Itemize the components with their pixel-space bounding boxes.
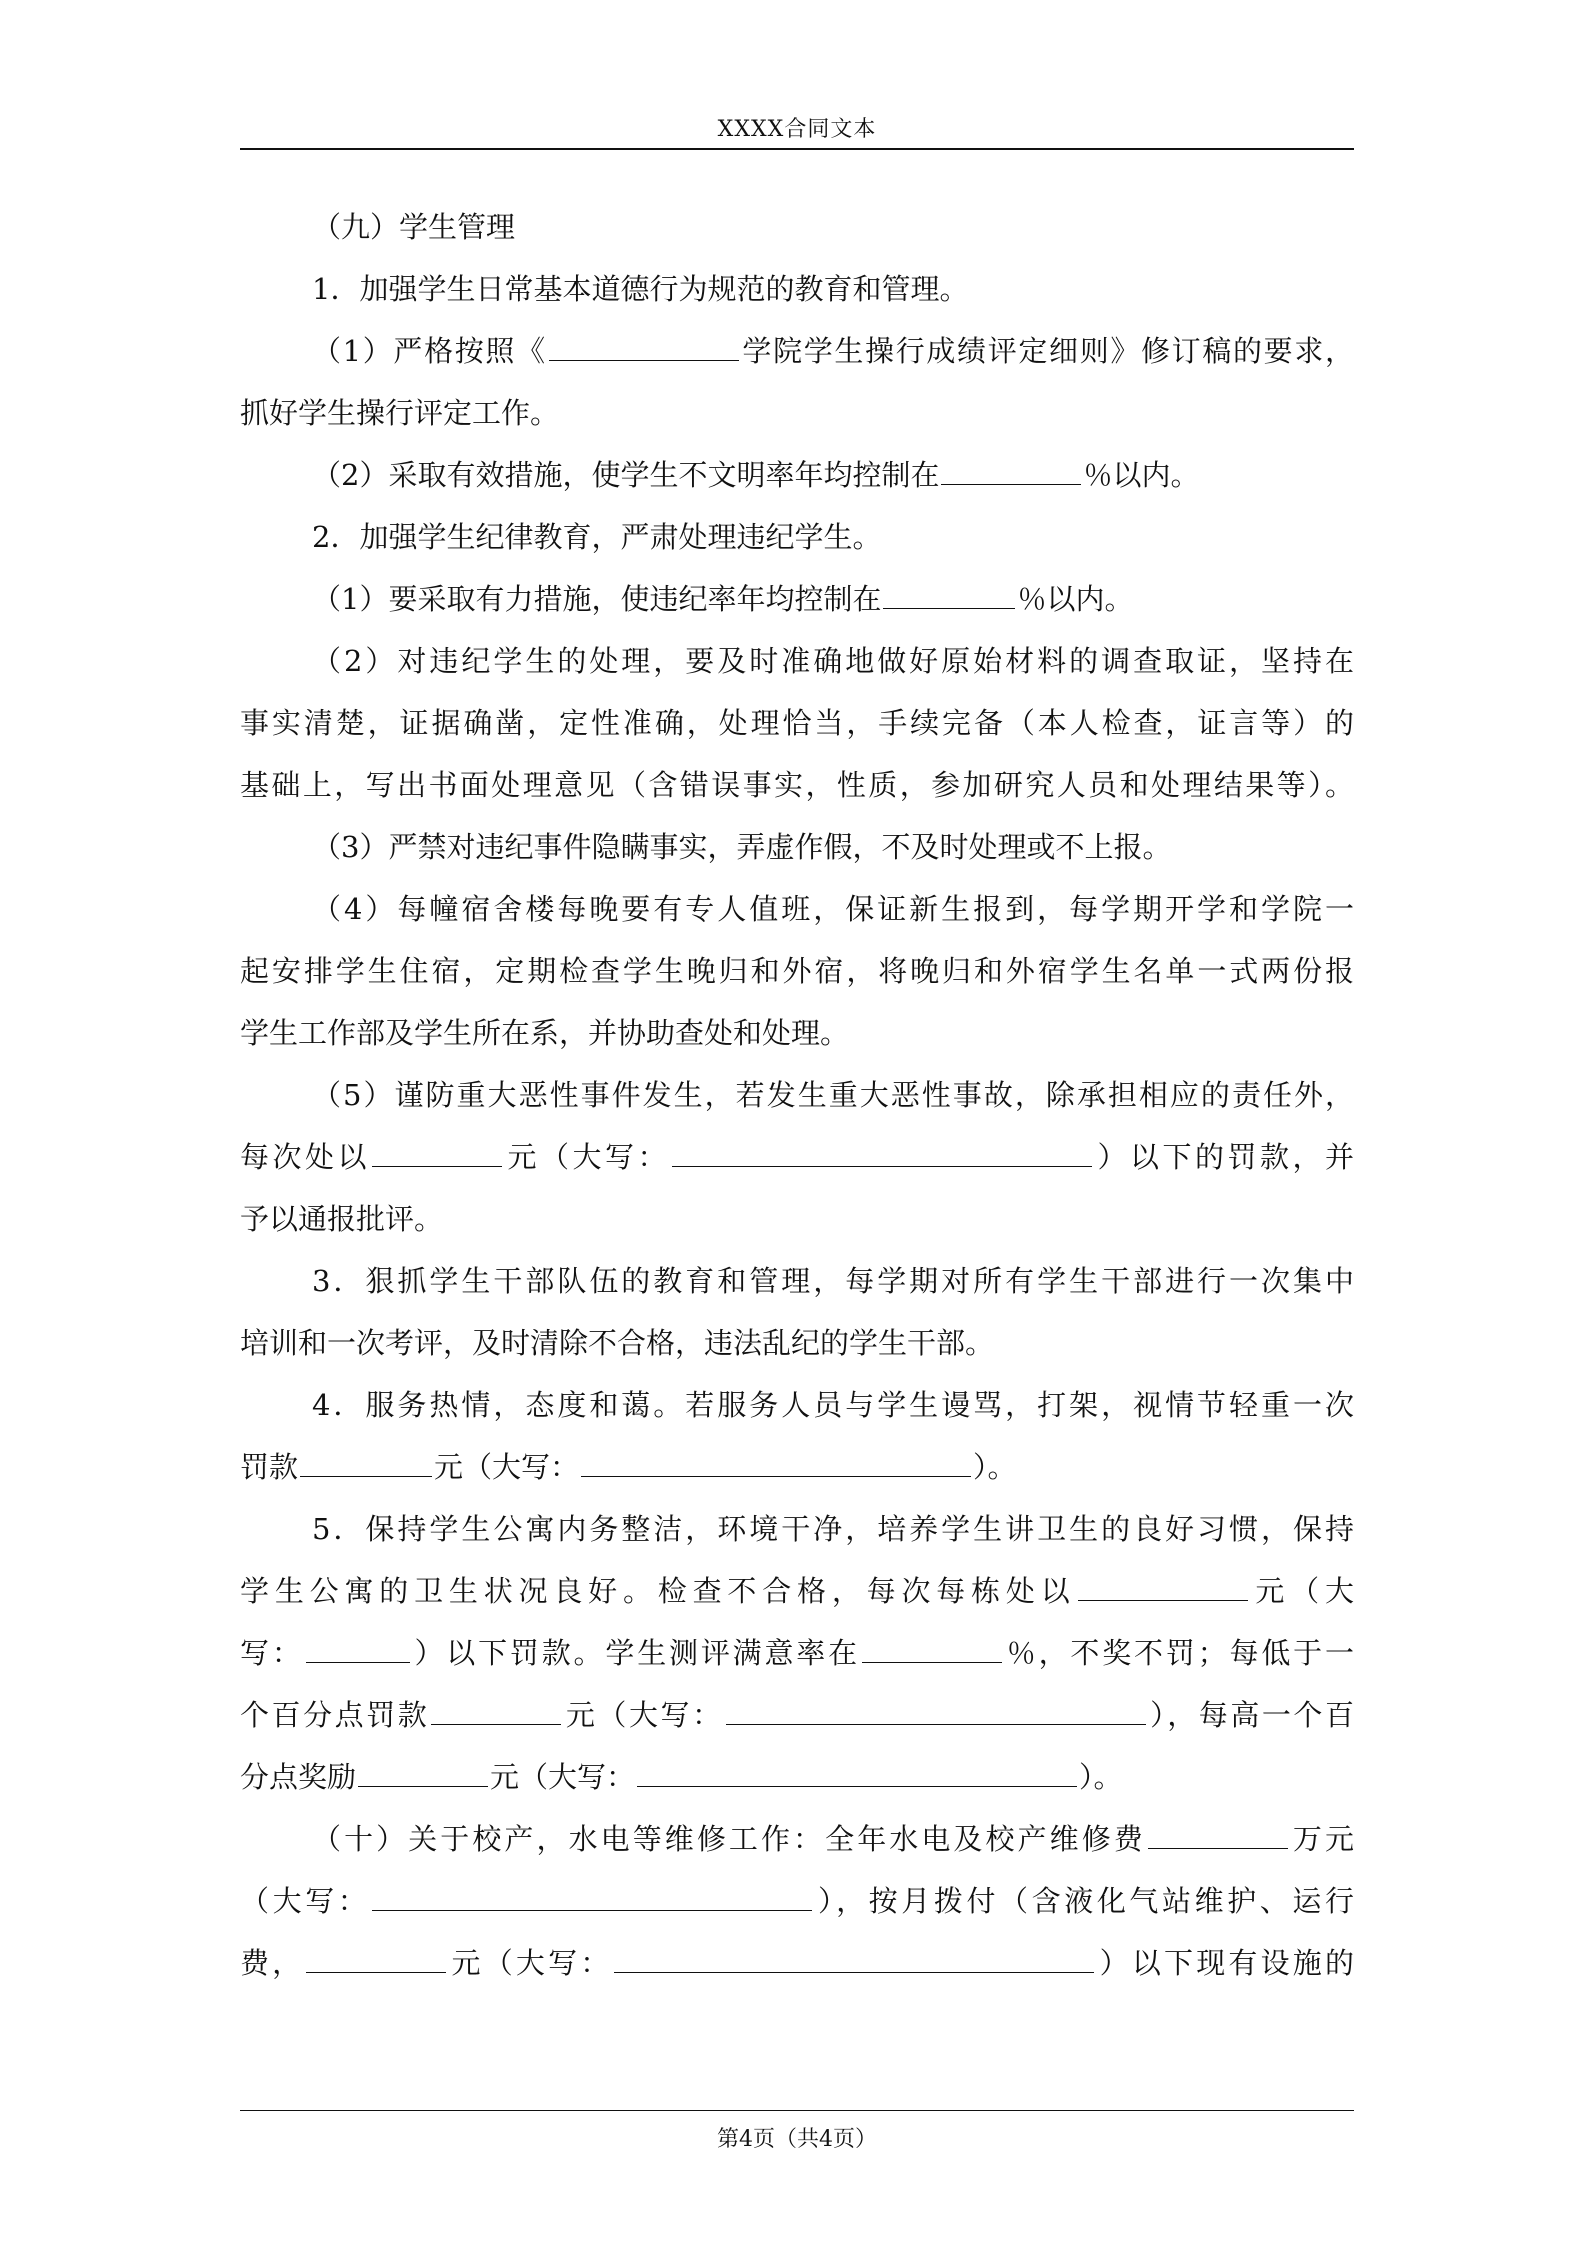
fill-blank — [581, 1440, 971, 1477]
paragraph-line: 事实清楚，证据确凿，定性准确，处理恰当，手续完备（本人检查，证言等）的 — [240, 706, 1354, 740]
paragraph-line: 起安排学生住宿，定期检查学生晚归和外宿，将晚归和外宿学生名单一式两份报 — [240, 954, 1354, 988]
fill-blank — [549, 324, 739, 361]
paragraph-line: 5．保持学生公寓内务整洁，环境干净，培养学生讲卫生的良好习惯，保持 — [312, 1512, 1354, 1546]
paragraph-line: 基础上，写出书面处理意见（含错误事实，性质，参加研究人员和处理结果等）。 — [240, 768, 1354, 802]
paragraph-line: 予以通报批评。 — [240, 1202, 444, 1236]
fill-blank — [431, 1688, 561, 1725]
footer-divider — [240, 2110, 1354, 2111]
paragraph-line: 写： ）以下罚款。学生测评满意率在 ％，不奖不罚；每低于一 — [240, 1622, 1354, 1684]
paragraph-line: （1）严格按照《 学院学生操行成绩评定细则》修订稿的要求， — [240, 320, 1354, 382]
paragraph-line: 分点奖励 元（大写： ）。 — [240, 1746, 1354, 1808]
paragraph-line: （2）采取有效措施，使学生不文明率年均控制在 ％以内。 — [240, 444, 1354, 506]
paragraph-line: 学生工作部及学生所在系，并协助查处和处理。 — [240, 1016, 850, 1050]
paragraph-line: 每次处以 元（大写： ）以下的罚款，并 — [240, 1126, 1354, 1188]
fill-blank — [672, 1130, 1092, 1167]
paragraph-line: （1）要采取有力措施，使违纪率年均控制在 ％以内。 — [240, 568, 1354, 630]
paragraph-line: 抓好学生操行评定工作。 — [240, 396, 560, 430]
paragraph-line: 学生公寓的卫生状况良好。检查不合格，每次每栋处以 元（大 — [240, 1560, 1354, 1622]
paragraph-line: 费， 元（大写： ）以下现有设施的 — [240, 1932, 1354, 1994]
header-divider — [240, 148, 1354, 150]
paragraph-line: （大写： ），按月拨付（含液化气站维护、运行 — [240, 1870, 1354, 1932]
paragraph-line: 2．加强学生纪律教育，严肃处理违纪学生。 — [312, 520, 882, 554]
page-number: 第4页（共4页） — [717, 2127, 877, 2152]
fill-blank — [637, 1750, 1077, 1787]
fill-blank — [614, 1936, 1094, 1973]
paragraph-line: 罚款 元（大写： ）。 — [240, 1436, 1354, 1498]
fill-blank — [358, 1750, 488, 1787]
fill-blank — [883, 572, 1015, 609]
fill-blank — [862, 1626, 1002, 1663]
paragraph-line: （4）每幢宿舍楼每晚要有专人值班，保证新生报到，每学期开学和学院一 — [312, 892, 1354, 926]
section-heading: （十）关于校产，水电等维修工作：全年水电及校产维修费 万元 — [240, 1808, 1354, 1870]
fill-blank — [726, 1688, 1146, 1725]
fill-blank — [306, 1626, 410, 1663]
paragraph-line: 个百分点罚款 元（大写： ），每高一个百 — [240, 1684, 1354, 1746]
document-body — [240, 196, 1354, 1994]
section-heading: （九）学生管理 — [312, 210, 516, 244]
paragraph-line: （2）对违纪学生的处理，要及时准确地做好原始材料的调查取证，坚持在 — [312, 644, 1354, 678]
fill-blank — [1148, 1812, 1288, 1849]
fill-blank — [372, 1130, 502, 1167]
paragraph-line: 3．狠抓学生干部队伍的教育和管理，每学期对所有学生干部进行一次集中 — [312, 1264, 1354, 1298]
paragraph-line: 4．服务热情，态度和蔼。若服务人员与学生谩骂，打架，视情节轻重一次 — [312, 1388, 1354, 1422]
paragraph-line: （5）谨防重大恶性事件发生，若发生重大恶性事故，除承担相应的责任外， — [312, 1078, 1354, 1112]
fill-blank — [1078, 1564, 1248, 1601]
fill-blank — [941, 448, 1081, 485]
fill-blank — [372, 1874, 812, 1911]
paragraph-line: 1．加强学生日常基本道德行为规范的教育和管理。 — [312, 272, 969, 306]
fill-blank — [300, 1440, 432, 1477]
paragraph-line: （3）严禁对违纪事件隐瞒事实，弄虚作假，不及时处理或不上报。 — [312, 830, 1172, 864]
page-header-title: XXXX合同文本 — [717, 117, 877, 142]
fill-blank — [306, 1936, 446, 1973]
paragraph-line: 培训和一次考评，及时清除不合格，违法乱纪的学生干部。 — [240, 1326, 995, 1360]
